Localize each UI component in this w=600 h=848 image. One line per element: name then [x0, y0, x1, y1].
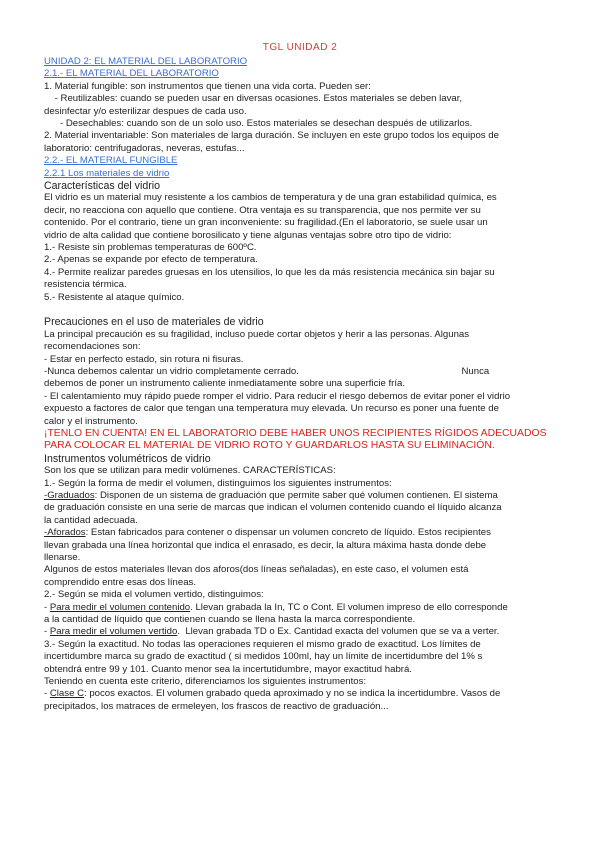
line-text: 2.- Según se mida el volumen vertido, distinguimos: [44, 589, 264, 601]
line-text: expuesto a factores de calor que tengan una temperatura muy elevada. Un recurso es poner una fuente de [44, 403, 499, 415]
line-text: : Disponen de un sistema de graduación que permite saber qué volumen contienen. El sistema [94, 490, 498, 501]
text-line [44, 378, 405, 390]
line-text: - Estar en perfecto estado, sin rotura ni fisuras. [44, 353, 244, 365]
line-text: : pocos exactos. El volumen grabado queda aproximado y no se indica la incertidumbre. Vasos de [84, 688, 501, 700]
text-line [44, 564, 469, 576]
text-line [44, 490, 498, 502]
line-text: Características del vidrio [44, 180, 160, 192]
line-text: Precauciones en el uso de materiales de vidrio [44, 316, 264, 329]
line-text: 1.- Resiste sin problemas temperaturas de 600ºC. [44, 242, 257, 253]
underlined-term: Para medir el volumen contenido [49, 601, 191, 613]
text-line [44, 589, 264, 601]
text-line [44, 366, 489, 378]
line-text: 2. Material inventariable: Son materiales de larga duración. Se incluyen en este grupo todos los equipos de [44, 130, 499, 142]
text-line [44, 230, 451, 242]
line-text: desinfectar y/o esterilizar despues de cada uso. [44, 105, 247, 117]
text-line [44, 416, 138, 428]
text-line [44, 242, 257, 254]
line-text: . Llevan grabada la In, TC o Cont. El volumen impreso de ello corresponde [190, 601, 508, 613]
line-text: 3.- Según la exactitud. No todas las operaciones requieren el mismo grado de exactitud. Los límites de [44, 638, 481, 650]
line-text: 4.- Permite realizar paredes gruesas en los utensilios, lo que les da más resistencia mecánica sin bajar su [44, 266, 495, 278]
line-text: laboratorio: centrifugadoras, neveras, estufas... [44, 142, 245, 154]
line-text: 2.- Apenas se expande por efecto de temperatura. [44, 254, 258, 266]
text-line [44, 118, 472, 130]
text-line [44, 552, 80, 564]
text-line [44, 465, 336, 477]
line-text: llenarse. [44, 552, 81, 563]
line-text: de graduación consiste en una serie de marcas que indican el volumen contenido cuando el líquido alcanza [44, 502, 502, 514]
text-line [44, 292, 184, 304]
line-text: 2.2.1 Los materiales de vidrio [44, 167, 170, 179]
line-text: 2.1.- EL MATERIAL DEL LABORATORIO [44, 68, 219, 80]
text-line [44, 478, 392, 490]
text-line [44, 688, 500, 700]
text-line [44, 143, 245, 155]
underlined-term: Clase C [49, 688, 84, 700]
line-text: . Llevan grabada TD o Ex. Cantidad exacta del volumen que se va a verter. [177, 626, 500, 638]
warning-text [44, 440, 495, 452]
line-text: decir, no reacciona con aquello que contiene. Otra ventaja es su transparencia, que nos permite ver su [44, 204, 481, 216]
line-text: - Reutilizables: cuando se pueden usar en diversas ocasiones. Estos materiales se deben lavar, [44, 93, 463, 105]
text-line [44, 267, 495, 279]
subheading [44, 316, 264, 328]
line-text: calor y el instrumento. [44, 415, 138, 427]
text-line [44, 602, 508, 614]
line-text: resistencia térmica. [44, 279, 127, 291]
document-title: TGL UNIDAD 2 [262, 42, 338, 53]
subheading [44, 453, 211, 465]
line-text: - Desechables: cuando son de un solo uso. Estos materiales se desechan después de utilizarlos. [44, 118, 473, 129]
text-line [44, 329, 469, 341]
text-line [44, 130, 499, 142]
line-text: La principal precaución es su fragilidad, incluso puede cortar objetos y herir a las personas. Algunas [44, 328, 470, 340]
line-text: El vidrio es un material muy resistente a los cambios de temperatura y de una gran estabilidad química, es [44, 192, 497, 204]
section-heading [44, 168, 169, 180]
line-text: recomendaciones son: [44, 341, 141, 353]
line-text: 1. Material fungible: son instrumentos que tienen una vida corta. Pueden ser: [44, 80, 371, 92]
line-text: PARA COLOCAR EL MATERIAL DE VIDRIO ROTO Y GUARDARLOS HASTA SU ELIMINACIÓN. [44, 440, 495, 452]
text-line [44, 577, 196, 589]
line-text: : Estan fabricados para contener o dispensar un volumen concreto de líquido. Estos recipientes [85, 527, 491, 539]
text-line [44, 205, 481, 217]
text-line [44, 639, 481, 651]
line-text: llevan grabada una línea horizontal que indica el enrasado, es decir, la altura máxima hasta donde debe [44, 539, 487, 551]
text-line [44, 341, 141, 353]
line-text: vidrio de alta calidad que contiene borosilicato y tiene algunas ventajas sobre otro tipo de vidrio: [44, 229, 452, 241]
text-line [44, 81, 371, 93]
text-line [44, 93, 462, 105]
subheading [44, 180, 160, 192]
line-text: -Nunca debemos calentar un vidrio completamente cerrado. Nunca [44, 366, 490, 377]
line-text: obtendrá entre 99 y 101. Cuanto menor sea la incertutidumbre, mayor exactitud habrá. [44, 663, 412, 675]
line-text: Algunos de estos materiales llevan dos aforos(dos líneas señaladas), en este caso, el volumen está [44, 564, 469, 576]
underlined-term: -Graduados [44, 490, 95, 501]
line-text: debemos de poner un instrumento caliente inmediatamente sobre una superficie fría. [44, 378, 406, 390]
text-line [44, 217, 488, 229]
warning-text [44, 428, 547, 440]
line-text: contenido. Por el contrario, tiene un gran inconveniente: su fragilidad.(En el laboratorio, se suele usar un [44, 217, 488, 229]
text-line [44, 626, 499, 638]
text-line [44, 664, 412, 676]
text-line [44, 651, 482, 663]
text-line [44, 254, 258, 266]
text-line [44, 391, 510, 403]
line-text: a la cantidad de líquido que contienen cuando se llena hasta la marca correspondiente. [44, 614, 416, 625]
line-text: UNIDAD 2: EL MATERIAL DEL LABORATORIO [44, 56, 248, 67]
line-prefix: - [44, 688, 50, 700]
text-line [44, 614, 415, 626]
line-text: Instrumentos volumétricos de vidrio [44, 452, 211, 465]
line-prefix: - [44, 601, 50, 613]
line-text: 1.- Según la forma de medir el volumen, distinguimos los siguientes instrumentos: [44, 477, 392, 489]
line-text: - El calentamiento muy rápido puede romper el vidrio. Para reducir el riesgo debemos de evitar poner el vidrio [44, 390, 511, 402]
section-heading [44, 56, 247, 68]
text-line [44, 106, 247, 118]
underlined-term: Para medir el volumen vertido [49, 626, 178, 638]
text-line [44, 403, 499, 415]
text-line [44, 192, 497, 204]
line-text: 5.- Resistente al ataque químico. [44, 291, 185, 303]
section-heading [44, 155, 177, 167]
text-line [44, 279, 127, 291]
line-text: comprendido entre esas dos líneas. [44, 576, 196, 588]
line-text: 2.2.- EL MATERIAL FUNGIBLE [44, 155, 178, 167]
line-text: Son los que se utilizan para medir volúmenes. CARACTERÍSTICAS: [44, 465, 336, 477]
line-text: ¡TENLO EN CUENTA! EN EL LABORATORIO DEBE HABER UNOS RECIPIENTES RÍGIDOS ADECUADOS [44, 428, 547, 439]
text-line [44, 701, 389, 713]
line-text: la cantidad adecuada. [44, 514, 138, 526]
section-heading [44, 68, 219, 80]
line-text: incertidumbre marca su grado de exactitud ( si medidos 100ml, hay un límite de incertidumbre del 1% s [44, 651, 483, 663]
text-line [44, 527, 491, 539]
text-line [44, 354, 243, 366]
line-text: Teniendo en cuenta este criterio, diferenciamos los siguientes instrumentos: [44, 676, 367, 687]
line-prefix: - [44, 626, 50, 638]
text-line [44, 540, 486, 552]
text-line [44, 515, 138, 527]
text-line [44, 676, 366, 688]
line-text: precipitados, los matraces de ermeleyen, los frascos de reactivo de graduación... [44, 700, 389, 712]
underlined-term: -Aforados [44, 527, 86, 539]
text-line [44, 502, 502, 514]
